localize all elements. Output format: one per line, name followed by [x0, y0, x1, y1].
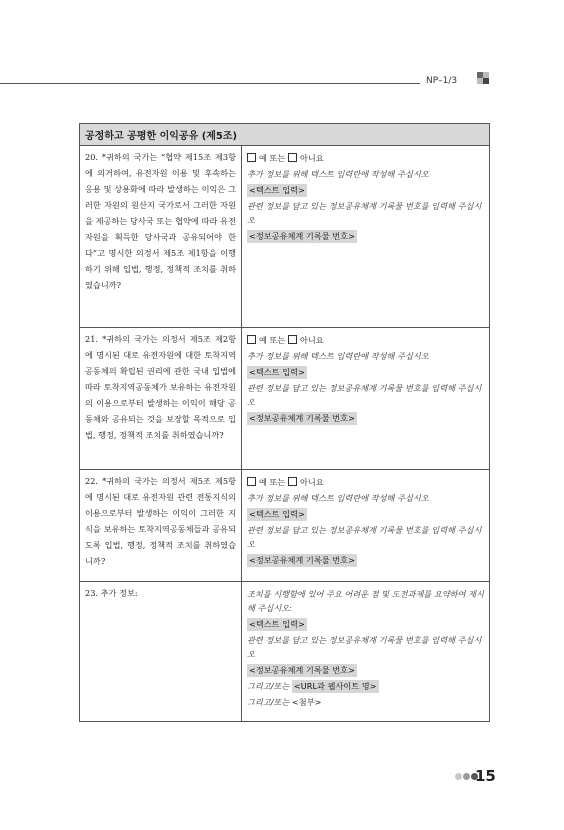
checkbox-yes[interactable]	[247, 335, 256, 344]
text-input-field[interactable]: <텍스트 입력>	[249, 367, 305, 377]
choice-no-label: 아니요	[299, 477, 324, 487]
answer-cell	[242, 582, 490, 722]
checkbox-yes[interactable]	[247, 477, 256, 486]
reference-number-field[interactable]: <정보공유체계 기록물 번호>	[249, 555, 355, 565]
and-or-label: 그리고/또는	[247, 681, 290, 691]
table-title: 공정하고 공평한 이익공유 (제5조)	[80, 124, 490, 146]
reference-number-field[interactable]: <정보공유체계 기록물 번호>	[249, 231, 355, 241]
table-row	[80, 470, 490, 582]
reference-number-field[interactable]: <정보공유체계 기록물 번호>	[249, 665, 355, 675]
attachment-field[interactable]: <첨부>	[291, 697, 322, 707]
table-row	[80, 146, 490, 328]
checkbox-yes[interactable]	[247, 153, 256, 162]
reference-instruction: 관련 정보를 담고 있는 정보공유체계 기록물 번호를 입력해 주십시오	[247, 525, 482, 549]
text-instruction: 추가 정보를 위해 텍스트 입력란에 작성해 주십시오	[247, 351, 429, 361]
checker-decoration-icon	[477, 72, 489, 84]
answer-cell	[242, 146, 490, 328]
and-or-label: 그리고/또는	[247, 697, 290, 707]
choice-no-label: 아니요	[299, 335, 324, 345]
url-field[interactable]: <URL과 웹사이트 명>	[293, 681, 377, 691]
table-row	[80, 328, 490, 470]
document-code: NP–1/3	[426, 76, 458, 86]
question-text: 21. *귀하의 국가는 의정서 제5조 제2항에 명시된 대로 유전자원에 대한 토착지역공동체의 확립된 권리에 관한 국내 입법에 따라 토착지역공동체가 보유하는 유전자원의 이용으로부터 발생하는 이익이 해당 공동체와 공유되는 것을 보장할 목적으로 입법, 행정, 정책적 조치를 취하였습니까?	[80, 328, 242, 470]
reference-instruction: 관련 정보를 담고 있는 정보공유체계 기록물 번호를 입력해 주십시오	[247, 635, 482, 659]
header-rule	[0, 83, 420, 84]
answer-cell	[242, 470, 490, 582]
question-text: 22. *귀하의 국가는 의정서 제5조 제5항에 명시된 대로 유전자원 관련 전통지식의 이용으로부터 발생하는 이익이 그러한 지식을 보유하는 토착지역공동체들과 공유되도록 입법, 행정, 정책적 조치를 취하였습니까?	[80, 470, 242, 582]
questionnaire-table	[79, 123, 490, 722]
table-row	[80, 582, 490, 722]
answer-cell	[242, 328, 490, 470]
choice-yes-label: 예 또는	[259, 335, 286, 345]
checkbox-no[interactable]	[288, 153, 297, 162]
reference-instruction: 관련 정보를 담고 있는 정보공유체계 기록물 번호를 입력해 주십시오	[247, 383, 482, 407]
text-instruction: 추가 정보를 위해 텍스트 입력란에 작성해 주십시오	[247, 493, 429, 503]
challenges-instruction: 조치를 시행함에 있어 주요 어려운 점 및 도전과제를 요약하여 제시해 주십시오:	[247, 589, 484, 613]
text-input-field[interactable]: <텍스트 입력>	[249, 619, 305, 629]
choice-no-label: 아니요	[299, 153, 324, 163]
page-number: 15	[475, 767, 496, 785]
text-input-field[interactable]: <텍스트 입력>	[249, 185, 305, 195]
text-input-field[interactable]: <텍스트 입력>	[249, 509, 305, 519]
question-text: 23. 추가 정보:	[80, 582, 242, 722]
reference-number-field[interactable]: <정보공유체계 기록물 번호>	[249, 413, 355, 423]
choice-yes-label: 예 또는	[259, 153, 286, 163]
checkbox-no[interactable]	[288, 477, 297, 486]
text-instruction: 추가 정보를 위해 텍스트 입력란에 작성해 주십시오	[247, 169, 429, 179]
checkbox-no[interactable]	[288, 335, 297, 344]
reference-instruction: 관련 정보를 담고 있는 정보공유체계 기록물 번호를 입력해 주십시오	[247, 201, 482, 225]
question-text: 20. *귀하의 국가는 “협약 제15조 제3항에 의거하여, 유전자원 이용 및 후속하는 응용 및 상용화에 따라 발생하는 이익은 그러한 자원의 원산지 국가로서 그러한 자원을 제공하는 당사국 또는 협약에 따라 유전자원을 획득한 당사국과 공유되어야 한다”고 명시한 의정서 제5조 제1항을 이행하기 위해 입법, 행정, 정책적 조치를 취하였습니까?	[80, 146, 242, 328]
choice-yes-label: 예 또는	[259, 477, 286, 487]
